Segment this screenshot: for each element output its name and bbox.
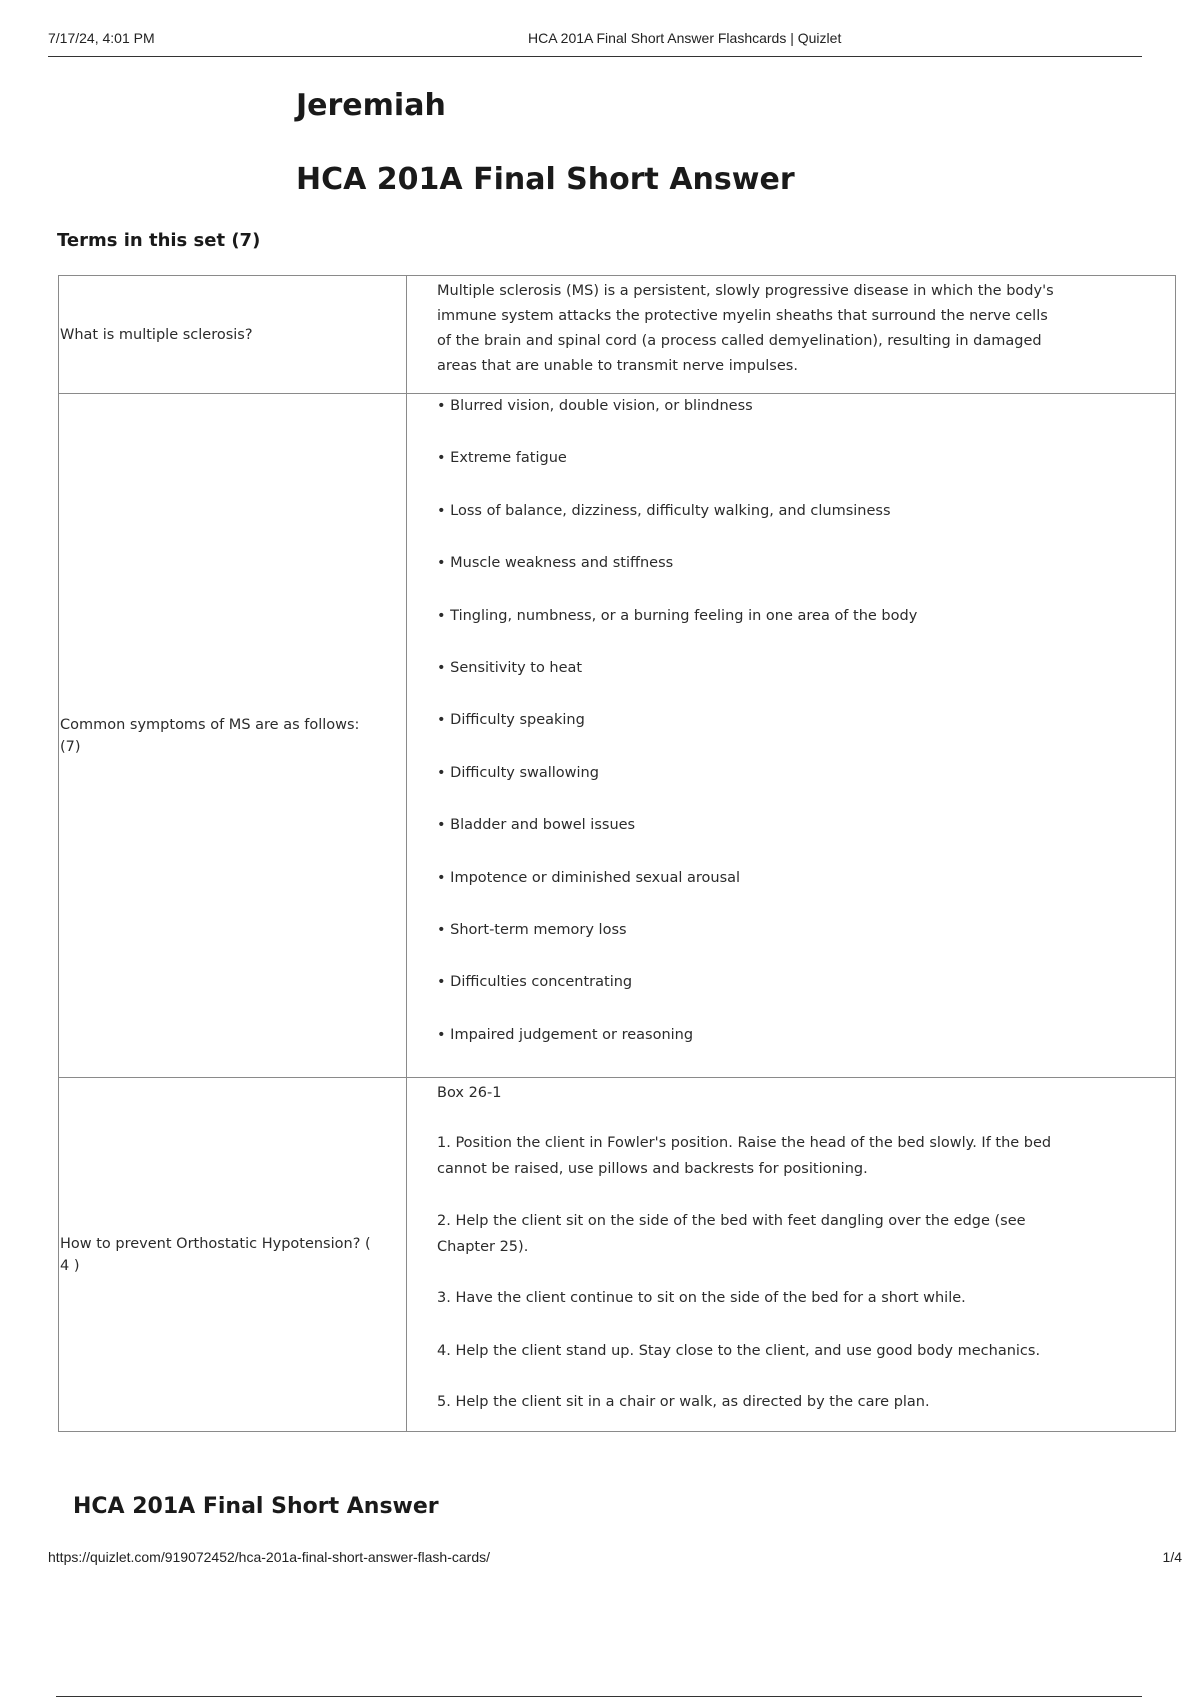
list-item: • Muscle weakness and stiffness <box>437 555 674 572</box>
list-item: • Bladder and bowel issues <box>437 817 636 834</box>
list-item: • Impotence or diminished sexual arousal <box>437 869 741 886</box>
term-cell <box>59 276 407 394</box>
box-reference: Box 26-1 <box>437 1085 502 1102</box>
list-item: • Difficulty swallowing <box>437 764 599 781</box>
user-name[interactable]: Jeremiah <box>296 88 446 123</box>
step-item: 5. Help the client sit in a chair or walk, as directed by the care plan. <box>437 1394 930 1411</box>
definition-cell <box>407 1078 1176 1432</box>
definition-cell <box>407 394 1176 1078</box>
header-divider <box>48 56 1142 57</box>
step-item: 2. Help the client sit on the side of the bed with feet dangling over the edge (see Chapter 25). <box>437 1213 1026 1256</box>
term-row <box>59 1078 1176 1432</box>
step-item: 1. Position the client in Fowler's position. Raise the head of the bed slowly. If the bed cannot be raised, use pillows and backrests for positioning. <box>437 1135 1052 1178</box>
terms-heading: Terms in this set (7) <box>57 230 261 251</box>
definition-cell <box>407 276 1176 394</box>
print-doc-title: HCA 201A Final Short Answer Flashcards | Quizlet <box>528 30 842 46</box>
set-title: HCA 201A Final Short Answer <box>296 162 795 197</box>
list-item: • Blurred vision, double vision, or blindness <box>437 398 753 414</box>
term-cell <box>59 394 407 1078</box>
print-datetime: 7/17/24, 4:01 PM <box>48 30 155 46</box>
page-url: https://quizlet.com/919072452/hca-201a-final-short-answer-flash-cards/ <box>48 1549 491 1565</box>
footer-set-title[interactable]: HCA 201A Final Short Answer <box>73 1494 439 1519</box>
term-text: What is multiple sclerosis? <box>60 326 253 343</box>
term-cell <box>59 1078 407 1432</box>
bottom-divider <box>56 1696 1142 1697</box>
list-item: • Short-term memory loss <box>437 921 627 938</box>
list-item: • Difficulty speaking <box>437 712 585 729</box>
list-item: • Difficulties concentrating <box>437 974 633 991</box>
step-item: 3. Have the client continue to sit on the side of the bed for a short while. <box>437 1290 966 1307</box>
list-item: • Extreme fatigue <box>437 450 567 467</box>
symptom-list <box>437 394 1065 1077</box>
page-number: 1/4 <box>1162 1549 1182 1565</box>
term-row <box>59 276 1176 394</box>
list-item: • Tingling, numbness, or a burning feeling in one area of the body <box>437 607 918 624</box>
step-item: 4. Help the client stand up. Stay close to the client, and use good body mechanics. <box>437 1343 1041 1360</box>
definition-text: Multiple sclerosis (MS) is a persistent, slowly progressive disease in which the body's immune system attacks the protective myelin sheaths that surround the nerve cells of the brain and spinal cord (a process called demyelination), resulting in damaged areas that are unable to transmit nerve impulses. <box>437 283 1054 374</box>
term-text: How to prevent Orthostatic Hypotension? ( 4 ) <box>60 1235 371 1274</box>
list-item: • Impaired judgement or reasoning <box>437 1026 694 1043</box>
term-text: Common symptoms of MS are as follows: (7) <box>60 716 360 755</box>
list-item: • Loss of balance, dizziness, difficulty walking, and clumsiness <box>437 502 891 519</box>
list-item: • Sensitivity to heat <box>437 659 583 676</box>
terms-table <box>58 275 1176 1432</box>
term-row <box>59 394 1176 1078</box>
